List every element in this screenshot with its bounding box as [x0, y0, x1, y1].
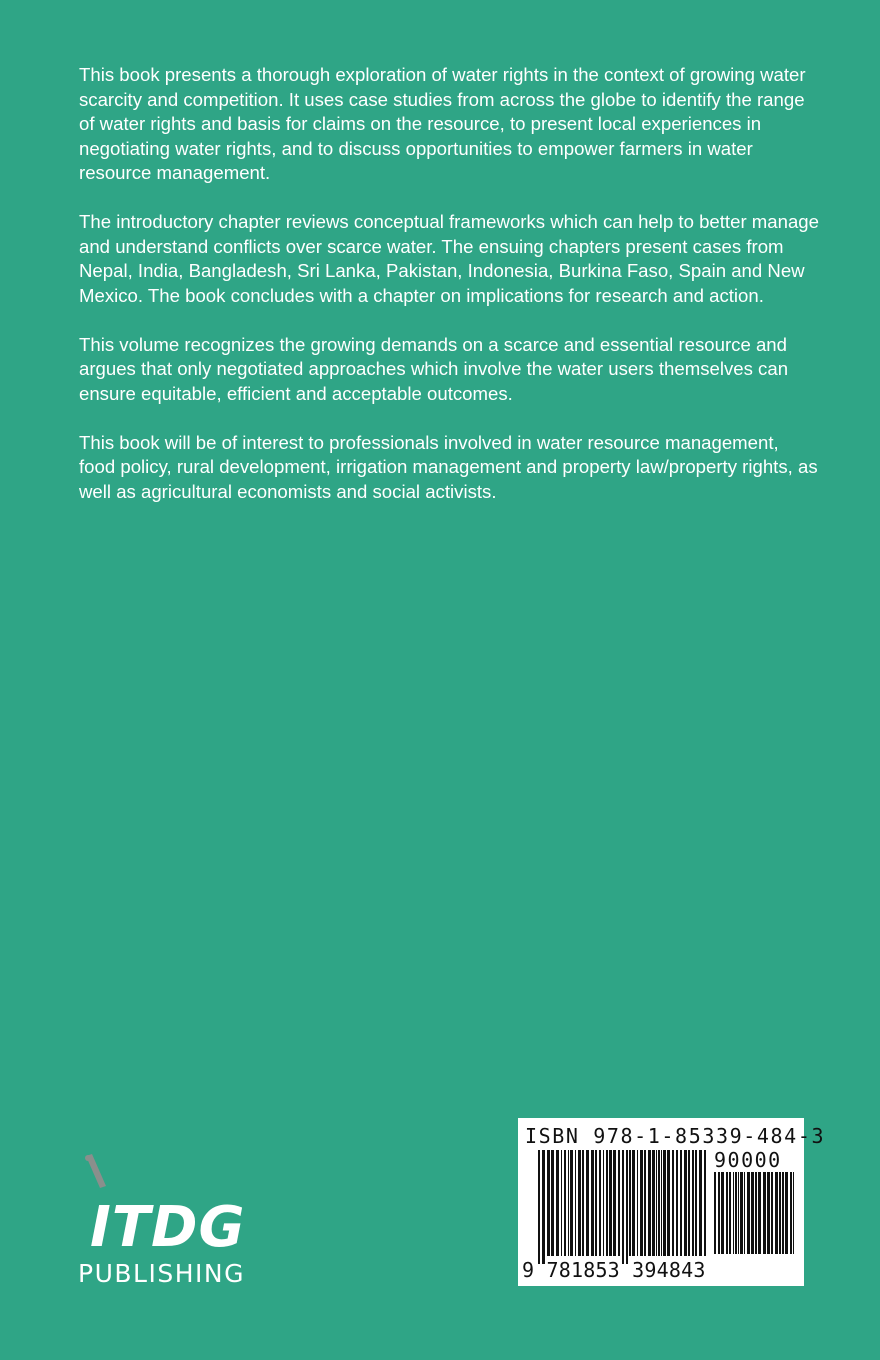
ean-digits: 9 781853 394843 [522, 1258, 706, 1282]
back-cover-blurb [79, 63, 819, 529]
price-code: 90000 [714, 1148, 782, 1172]
blurb-paragraph-4: This book will be of interest to professionals involved in water resource management, food policy, rural development, irrigation management and property law/property rights, as well as agricultural economists and social activists. [79, 431, 818, 502]
logo-wordmark: ITDG [90, 1195, 246, 1260]
isbn-barcode [518, 1118, 826, 1286]
blurb-paragraph-1: This book presents a thorough exploration of water rights in the context of growing water scarcity and competition. It uses case studies from across the globe to identify the range of water rights and basis for claims on the resource, to present local experiences in negotiating water rights, and to discuss opportunities to empower farmers in water resource management. [79, 64, 806, 183]
blurb-paragraph-2: The introductory chapter reviews conceptual frameworks which can help to better manage and understand conflicts over scarce water. The ensuing chapters present cases from Nepal, India, Bangladesh, Sri Lanka, Pakistan, Indonesia, Burkina Faso, Spain and New Mexico. The book concludes with a chapter on implications for research and action. [79, 211, 819, 306]
publisher-logo [78, 1150, 268, 1290]
blurb-paragraph-3: This volume recognizes the growing demands on a scarce and essential resource and argues that only negotiated approaches which involve the water users themselves can ensure equitable, efficient and acceptable outcomes. [79, 333, 789, 404]
ean-barcode-bars [538, 1150, 710, 1264]
isbn-label: ISBN 978-1-85339-484-3 [525, 1124, 826, 1148]
logo-subtitle: PUBLISHING [78, 1259, 245, 1288]
addon-barcode-bars [714, 1172, 796, 1262]
